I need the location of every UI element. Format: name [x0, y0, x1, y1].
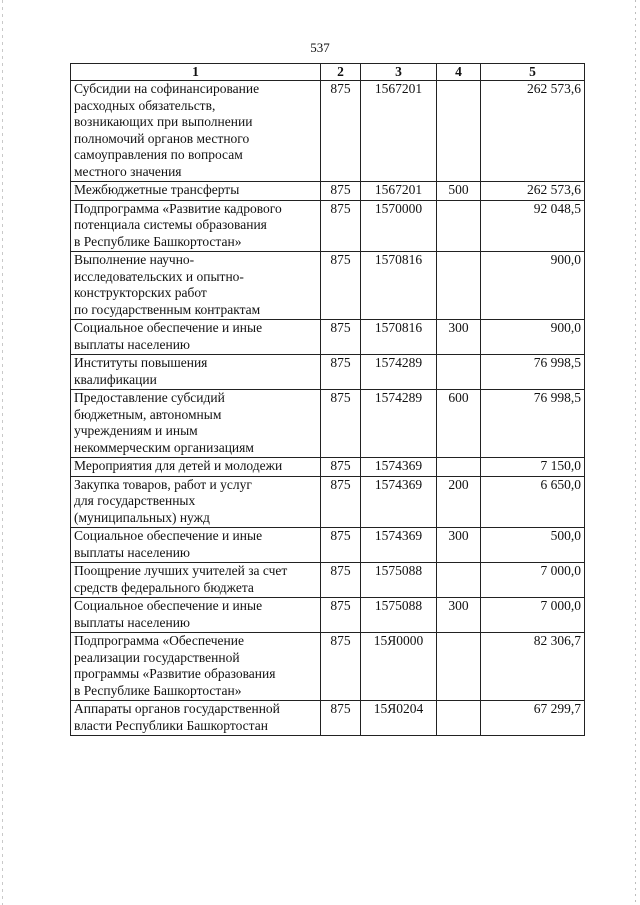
- table-row: [71, 701, 585, 736]
- row-csr: 15Я0000: [361, 633, 437, 701]
- page-number: 537: [310, 40, 330, 55]
- table-row: [71, 458, 585, 477]
- header-col-4: 4: [437, 64, 481, 81]
- table-row: [71, 476, 585, 528]
- row-sum: 7 000,0: [481, 563, 585, 598]
- row-name-line: самоуправления по вопросам: [74, 147, 243, 162]
- row-name-line: Социальное обеспечение и иные: [74, 320, 263, 335]
- header-col-1: 1: [71, 64, 321, 81]
- table-row: [71, 200, 585, 252]
- row-ved: 875: [321, 633, 361, 701]
- row-name: [71, 81, 321, 182]
- row-name-line: реализации государственной: [74, 649, 240, 665]
- row-sum: 262 573,6: [481, 182, 585, 201]
- row-ved: 875: [321, 701, 361, 736]
- row-name-line: полномочий органов местного: [74, 130, 250, 146]
- row-name-line: некоммерческим организациям: [74, 439, 254, 455]
- table-row: [71, 390, 585, 458]
- row-name: [71, 320, 321, 355]
- budget-table: [70, 63, 585, 736]
- row-ved: 875: [321, 476, 361, 528]
- row-name-line: Поощрение лучших учителей за счет: [74, 563, 288, 578]
- row-sum: 900,0: [481, 252, 585, 320]
- row-vr: 200: [437, 476, 481, 528]
- row-name: [71, 200, 321, 252]
- row-csr: 1574369: [361, 458, 437, 477]
- row-name: [71, 252, 321, 320]
- row-name-line: местного значения: [74, 163, 182, 179]
- row-name-line: выплаты населению: [74, 544, 191, 560]
- row-ved: 875: [321, 598, 361, 633]
- row-vr: [437, 458, 481, 477]
- row-ved: 875: [321, 390, 361, 458]
- row-vr: [437, 701, 481, 736]
- row-sum: 82 306,7: [481, 633, 585, 701]
- table-header: [71, 64, 585, 81]
- row-name-line: учреждениям и иным: [74, 423, 198, 438]
- row-name-line: Межбюджетные трансферты: [74, 182, 240, 197]
- header-col-3: 3: [361, 64, 437, 81]
- row-name-line: бюджетным, автономным: [74, 406, 222, 422]
- row-vr: 300: [437, 320, 481, 355]
- row-name-line: средств федерального бюджета: [74, 579, 254, 595]
- table-row: [71, 320, 585, 355]
- row-csr: 1575088: [361, 598, 437, 633]
- row-name-line: Субсидии на софинансирование: [74, 81, 260, 96]
- row-csr: 1574369: [361, 528, 437, 563]
- row-vr: [437, 81, 481, 182]
- scan-edge-left: [2, 0, 3, 905]
- table-row: [71, 633, 585, 701]
- row-sum: 6 650,0: [481, 476, 585, 528]
- row-ved: 875: [321, 528, 361, 563]
- row-name-line: Выполнение научно-: [74, 252, 195, 267]
- header-col-2: 2: [321, 64, 361, 81]
- table-row: [71, 355, 585, 390]
- row-csr: 1567201: [361, 182, 437, 201]
- row-vr: 600: [437, 390, 481, 458]
- row-vr: [437, 355, 481, 390]
- row-vr: [437, 200, 481, 252]
- row-name: [71, 355, 321, 390]
- row-csr: 1570816: [361, 252, 437, 320]
- row-name-line: квалификации: [74, 371, 157, 387]
- row-sum: 7 000,0: [481, 598, 585, 633]
- row-vr: 500: [437, 182, 481, 201]
- row-sum: 92 048,5: [481, 200, 585, 252]
- row-name-line: Подпрограмма «Развитие кадрового: [74, 200, 282, 216]
- row-sum: 7 150,0: [481, 458, 585, 477]
- row-csr: 1570000: [361, 200, 437, 252]
- row-ved: 875: [321, 252, 361, 320]
- header-col-5: 5: [481, 64, 585, 81]
- row-ved: 875: [321, 182, 361, 201]
- row-name: [71, 528, 321, 563]
- row-vr: [437, 633, 481, 701]
- row-vr: [437, 252, 481, 320]
- table-row: [71, 598, 585, 633]
- row-ved: 875: [321, 200, 361, 252]
- table-row: [71, 252, 585, 320]
- row-name-line: Социальное обеспечение и иные: [74, 598, 263, 613]
- row-name: [71, 633, 321, 701]
- row-csr: 15Я0204: [361, 701, 437, 736]
- row-ved: 875: [321, 563, 361, 598]
- row-name: [71, 598, 321, 633]
- row-name-line: Мероприятия для детей и молодежи: [74, 458, 283, 473]
- row-name: [71, 563, 321, 598]
- row-name-line: по государственным контрактам: [74, 301, 261, 317]
- row-sum: 900,0: [481, 320, 585, 355]
- row-name-line: в Республике Башкортостан»: [74, 233, 242, 249]
- row-name-line: выплаты населению: [74, 336, 191, 352]
- row-csr: 1570816: [361, 320, 437, 355]
- row-name-line: Социальное обеспечение и иные: [74, 528, 263, 543]
- row-name-line: потенциала системы образования: [74, 217, 267, 232]
- row-vr: [437, 563, 481, 598]
- row-csr: 1574289: [361, 390, 437, 458]
- row-name-line: расходных обязательств,: [74, 97, 216, 113]
- table-row: [71, 528, 585, 563]
- row-vr: 300: [437, 528, 481, 563]
- row-name: [71, 476, 321, 528]
- row-sum: 76 998,5: [481, 355, 585, 390]
- row-csr: 1567201: [361, 81, 437, 182]
- row-name-line: Предоставление субсидий: [74, 390, 225, 405]
- table-row: [71, 563, 585, 598]
- row-name: [71, 458, 321, 477]
- row-sum: 500,0: [481, 528, 585, 563]
- row-name-line: программы «Развитие образования: [74, 666, 276, 681]
- row-name-line: Подпрограмма «Обеспечение: [74, 633, 244, 648]
- table-row: [71, 81, 585, 182]
- row-ved: 875: [321, 355, 361, 390]
- row-sum: 262 573,6: [481, 81, 585, 182]
- row-ved: 875: [321, 81, 361, 182]
- header-row: [71, 64, 585, 81]
- row-name-line: выплаты населению: [74, 614, 191, 630]
- row-name-line: Аппараты органов государственной: [74, 701, 280, 716]
- row-name-line: в Республике Башкортостан»: [74, 682, 242, 698]
- row-csr: 1574289: [361, 355, 437, 390]
- row-sum: 67 299,7: [481, 701, 585, 736]
- row-csr: 1575088: [361, 563, 437, 598]
- row-name-line: власти Республики Башкортостан: [74, 717, 268, 733]
- row-ved: 875: [321, 320, 361, 355]
- row-name-line: Институты повышения: [74, 355, 208, 370]
- row-name: [71, 182, 321, 201]
- row-csr: 1574369: [361, 476, 437, 528]
- table-row: [71, 182, 585, 201]
- row-name: [71, 390, 321, 458]
- row-name-line: возникающих при выполнении: [74, 114, 253, 129]
- scan-edge-right: [635, 0, 636, 905]
- row-name-line: исследовательских и опытно-: [74, 268, 244, 284]
- row-sum: 76 998,5: [481, 390, 585, 458]
- row-name-line: для государственных: [74, 493, 196, 508]
- table-body: [71, 81, 585, 736]
- row-name: [71, 701, 321, 736]
- row-vr: 300: [437, 598, 481, 633]
- row-name-line: конструкторских работ: [74, 285, 207, 300]
- row-name-line: Закупка товаров, работ и услуг: [74, 476, 252, 492]
- row-name-line: (муниципальных) нужд: [74, 509, 210, 525]
- row-ved: 875: [321, 458, 361, 477]
